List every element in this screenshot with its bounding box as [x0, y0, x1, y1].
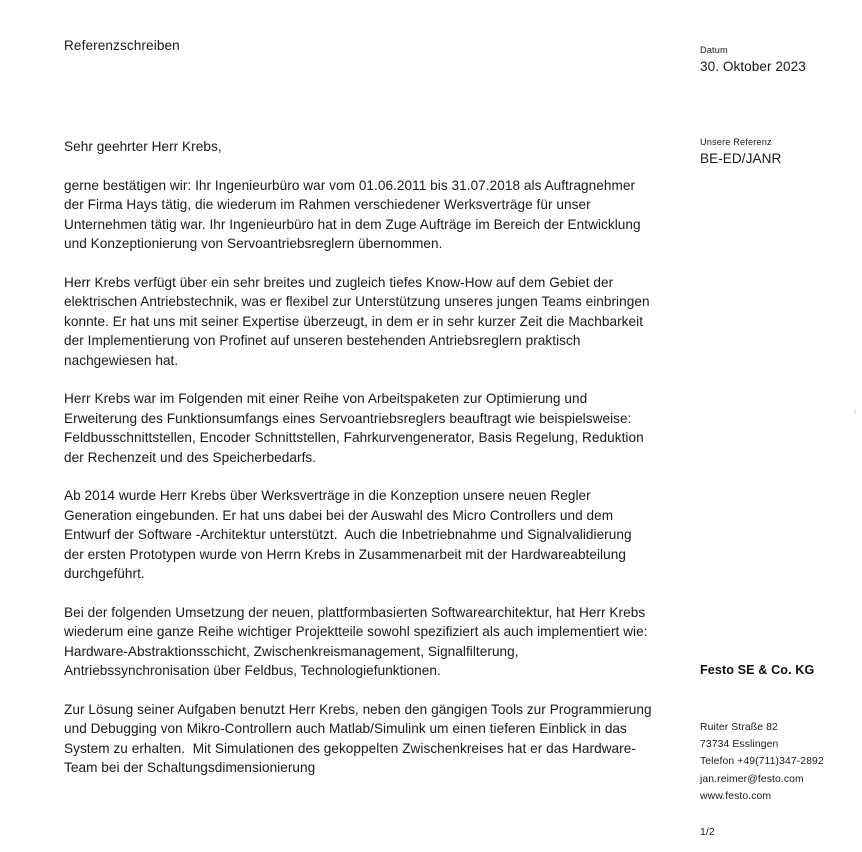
page-title: Referenzschreiben [64, 38, 180, 53]
letter-paragraph: gerne bestätigen wir: Ihr Ingenieurbüro war vom 01.06.2011 bis 31.07.2018 als Auftragnehmer der Firma Hays tätig, die wiederum im Rahmen verschiedener Werksverträge für unser Unternehmen tätig war. Ihr Ingenieurbüro hat in dem Zuge Aufträge im Bereich der Entwicklung und Konzeptionierung von Servoantriebsreglern übernommen. [64, 177, 645, 251]
date-label: Datum [700, 45, 728, 55]
reference-label: Unsere Referenz [700, 137, 772, 147]
letter-salutation: Sehr geehrter Herr Krebs, [64, 139, 222, 154]
reference-block [700, 136, 860, 168]
letter-paragraph: Herr Krebs war im Folgenden mit einer Reihe von Arbeitspaketen zur Optimierung und Erweiterung des Funktionsumfangs eines Servoantriebsreglers beauftragt wie beispielsweise: Feldbusschnittstellen, Encoder Schnittstellen, Fahrkurvengenerator, Basis Regelung, Reduktion der Rechenzeit und des Speicherbedarfs. [64, 391, 648, 465]
address-email: jan.reimer@festo.com [700, 773, 804, 785]
page-number: 1/2 [700, 827, 715, 838]
scan-artifact [854, 409, 856, 414]
letter-paragraph: Bei der folgenden Umsetzung der neuen, plattformbasierten Softwarearchitektur, hat Herr Krebs wiederum eine ganze Reihe wichtiger Projektteile sowohl spezifiziert als auch implementiert wie: Hardware-Abstraktionsschicht, Zwischenkreismanagement, Signalfilterung, Antriebssynchronisation über Feldbus, Technologiefunktionen. [64, 604, 652, 678]
letter-paragraph: Zur Lösung seiner Aufgaben benutzt Herr Krebs, neben den gängigen Tools zur Programmierung und Debugging von Mikro-Controllern auch Matlab/Simulink um einen tieferen Einblick in das System zu erhalten. Mit Simulationen des gekoppelten Zwischenkreises hat er das Hardware-Team bei der Schaltungsdimensionierung [64, 701, 656, 775]
letter-body [64, 137, 654, 778]
address-website: www.festo.com [700, 790, 772, 802]
date-value: 30. Oktober 2023 [700, 59, 806, 74]
reference-value: BE-ED/JANR [700, 151, 782, 166]
company-name: Festo SE & Co. KG [700, 663, 815, 677]
company-address [700, 719, 860, 805]
company-block [700, 662, 860, 678]
date-block [700, 44, 860, 76]
address-city: 73734 Esslingen [700, 739, 779, 751]
address-street: Ruiter Straße 82 [700, 722, 778, 733]
address-phone: Telefon +49(711)347-2892 [700, 756, 824, 768]
letter-paragraph: Ab 2014 wurde Herr Krebs über Werksverträge in die Konzeption unsere neuen Regler Generation eingebunden. Er hat uns dabei bei der Auswahl des Micro Controllers und dem Entwurf der Software -Architektur unterstützt. Auch die Inbetriebnahme und Signalvalidierung der ersten Prototypen wurde von Herrn Krebs in Zusammenarbeit mit der Hardwareabteilung durchgeführt. [64, 488, 636, 581]
letter-paragraph: Herr Krebs verfügt über ein sehr breites und zugleich tiefes Know-How auf dem Gebiet der elektrischen Antriebstechnik, was er flexibel zur Unterstützung unseres jungen Teams einbringen konnte. Er hat uns mit seiner Expertise überzeugt, in dem er in sehr kurzer Zeit die Machbarkeit der Implementierung von Profinet auf unseren bestehenden Antriebsreglern praktisch nachgewiesen hat. [64, 274, 654, 368]
